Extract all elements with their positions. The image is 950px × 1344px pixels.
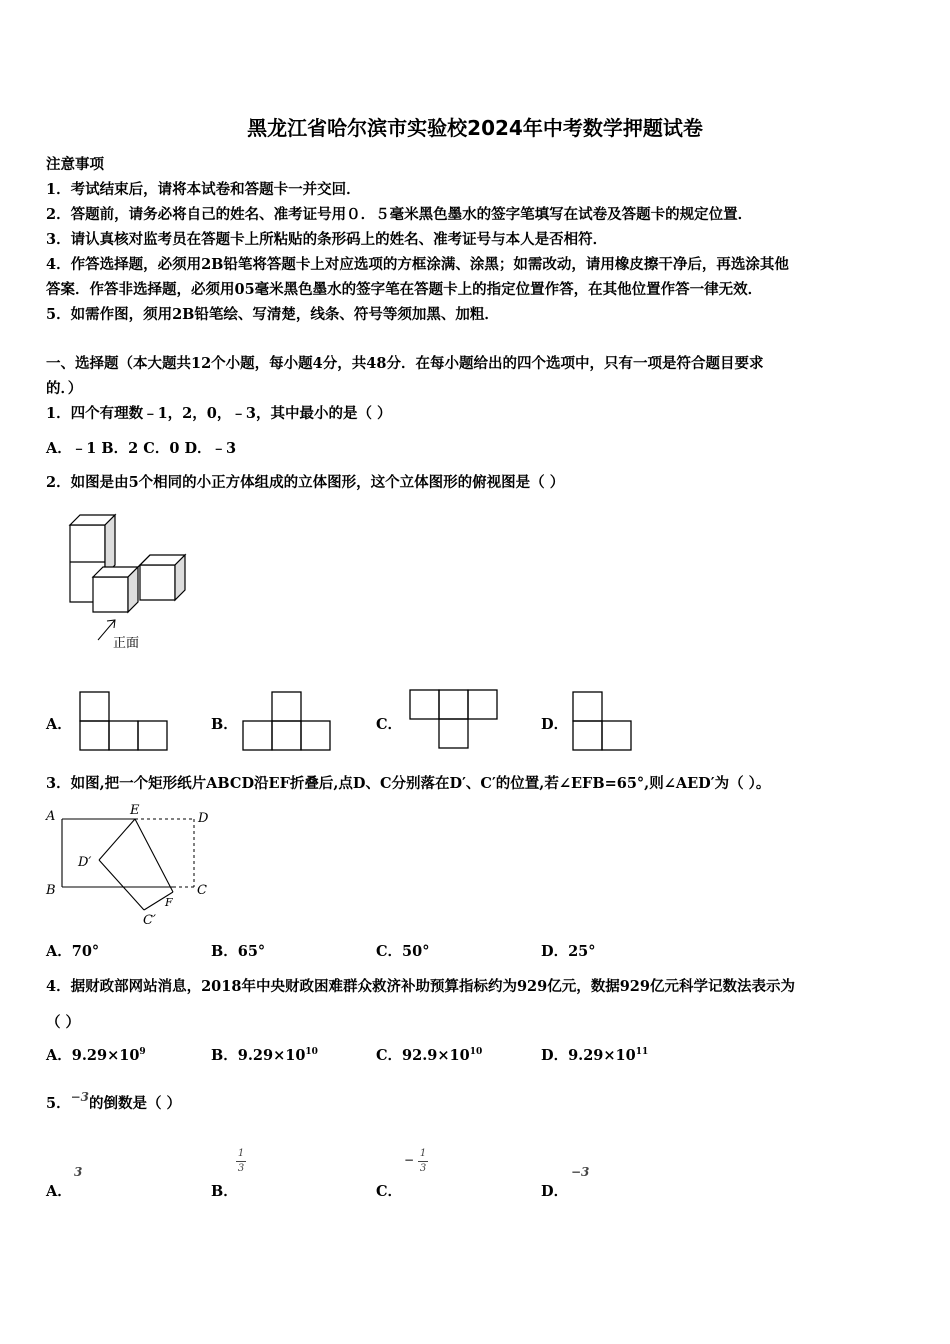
question-4-stem: 4．据财政部网站消息，2018年中央财政困难群众救济补助预算指标约为929亿元，数据929亿元科学记数法表示为 [46,978,795,995]
notice-heading: 注意事项 [46,156,104,173]
q3-option-b: B．65° [211,943,266,960]
q4-option-d: D．$9.29\times 10^{11}$ [541,1047,649,1064]
q5-option-a-label: A． [46,1183,72,1200]
option-d-label: D． [541,716,569,733]
question-3-stem: 3．如图,把一个矩形纸片ABCD沿EF折叠后,点D、C分别落在D′、C′的位置,若∠EFB=65°,则∠AED′为（ ）。 [46,775,771,792]
q5-option-b-fraction: 1 3 [237,1148,245,1174]
notice-item: 2．答题前，请务必将自己的姓名、准考证号用０．５毫米黑色墨水的签字笔填写在试卷及答题卡的规定位置． [46,206,753,223]
option-c-label: C． [376,716,403,733]
q5-option-c-label: C． [376,1183,403,1200]
option-b-label: B． [211,716,238,733]
fold-figure [42,802,222,930]
notice-item: 4．作答选择题，必须用2B铅笔将答题卡上对应选项的方框涂满、涂黑；如需改动，请用橡皮擦干净后，再选涂其他 [46,256,789,273]
q4-option-c: C．$92.9\times 10^{10}$ [376,1047,483,1064]
option-a-label: A． [46,716,72,733]
q3-option-a: A．70° [46,943,100,960]
q3-option-c: C．50° [376,943,430,960]
notice-item: 答案．作答非选择题，必须用05毫米黑色墨水的签字笔在答题卡上的指定位置作答，在其他位置作答一律无效． [46,281,763,298]
option-a-view [78,690,170,752]
point-f-label: F [165,896,173,909]
q5-option-d-label: D． [541,1183,569,1200]
notice-item: 5．如需作图，须用2B铅笔绘、写清楚，线条、符号等须加黑、加粗． [46,306,499,323]
front-label: 正面 [113,636,140,651]
point-cprime-label: C′ [143,913,156,928]
page-title: 黑龙江省哈尔滨市实验校2024年中考数学押题试卷 [247,116,703,140]
option-b-view [241,690,333,752]
q3-option-d: D．25° [541,943,596,960]
section-heading-cont: 的．） [46,380,83,397]
q5-option-d-value: −3 [571,1165,590,1179]
q4-option-a: A．$9.29\times 10^9$ [46,1047,146,1064]
point-d-label: D [198,811,209,826]
point-a-label: A [46,809,56,824]
section-heading: 一、选择题（本大题共12个小题，每小题4分，共48分．在每小题给出的四个选项中，只有一项是符合题目要求 [46,355,764,372]
point-b-label: B [46,883,56,898]
q5-option-a-value: 3 [74,1165,83,1179]
question-5-stem: 5．$^{-3}$的倒数是（ ） [46,1090,182,1112]
question-4-paren: （ ） [46,1014,81,1031]
option-c-view [408,688,500,750]
q5-option-b-label: B． [211,1183,238,1200]
question-1-stem: 1．四个有理数﹣1，2，0，﹣3，其中最小的是（ ） [46,405,392,422]
question-2-stem: 2．如图是由5个相同的小正方体组成的立体图形，这个立体图形的俯视图是（ ） [46,474,565,491]
question-1-options: A．﹣1 B．2 C．0 D．﹣3 [46,440,237,457]
option-d-view [571,690,635,752]
notice-item: 1．考试结束后，请将本试卷和答题卡一并交回． [46,181,361,198]
q5-option-c-fraction: 1 3 [419,1148,427,1174]
point-dprime-label: D′ [78,855,92,870]
notice-item: 3．请认真核对监考员在答题卡上所粘贴的条形码上的姓名、准考证号与本人是否相符． [46,231,608,248]
cube-figure [60,510,200,655]
point-c-label: C [197,883,207,898]
point-e-label: E [130,803,140,818]
q5-expression: −3 [70,1090,89,1104]
q5-option-c-sign: − [404,1153,415,1167]
q4-option-b: B．$9.29\times 10^{10}$ [211,1047,318,1064]
